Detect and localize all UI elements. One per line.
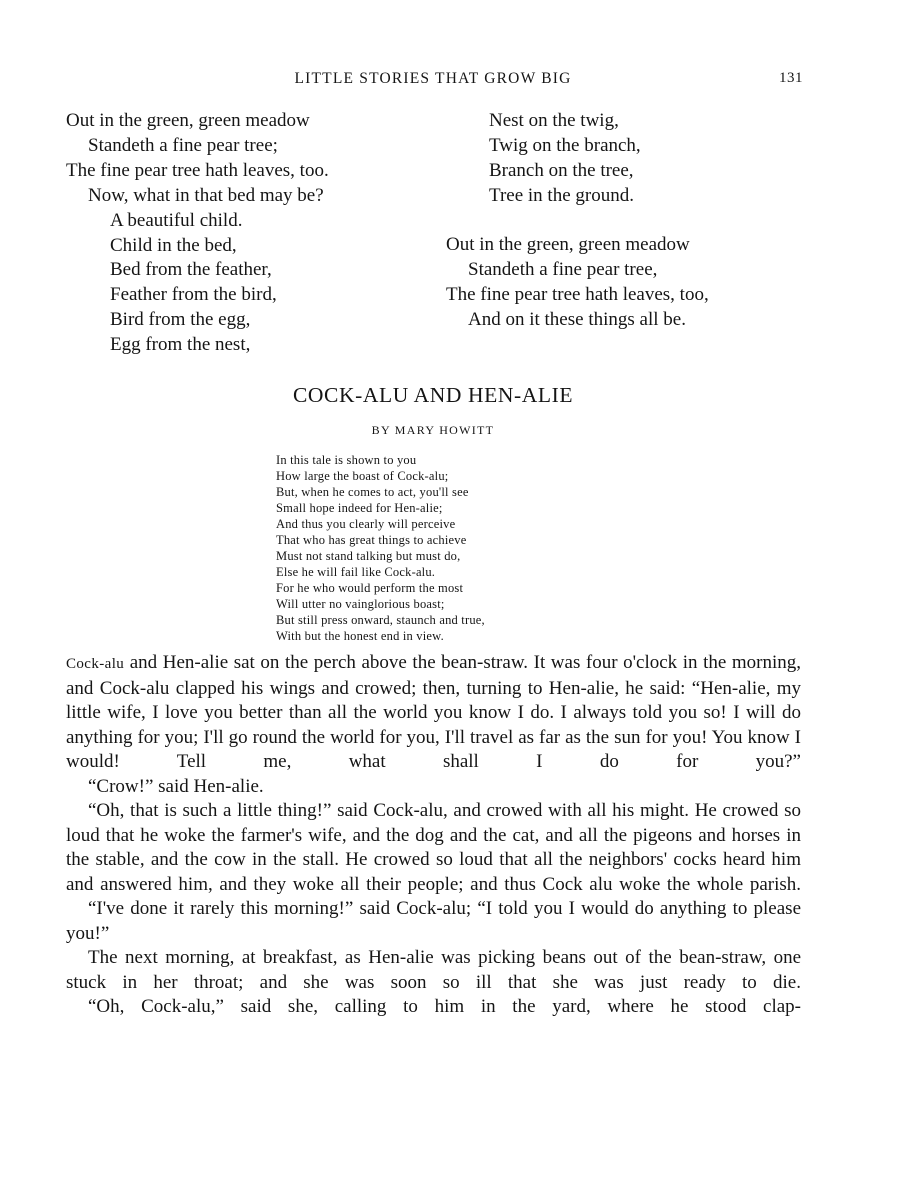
poem-line: Now, what in that bed may be? bbox=[88, 184, 324, 206]
poem-line: And on it these things all be. bbox=[468, 308, 686, 330]
poem-line: Child in the bed, bbox=[110, 234, 237, 256]
epigraph bbox=[276, 452, 485, 644]
running-head: LITTLE STORIES THAT GROW BIG bbox=[294, 70, 572, 87]
paragraph: “Oh, Cock-alu,” said she, calling to him in the yard, where he stood clap- bbox=[88, 996, 801, 1017]
poem-left-column bbox=[66, 109, 329, 358]
story-body bbox=[66, 651, 801, 1020]
epigraph-line: That who has great things to achieve bbox=[276, 533, 467, 547]
paragraph: Cock-alu and Hen-alie sat on the perch above the bean-straw. It was four o'clock in the morning, and Cock-alu clapped his wings and crowed; then, turning to Hen-alie, he said: “Hen-alie, my little wife, I love you better than all the world you know I do. I always told you so! I will do anything for you; I'll go round the world for you, I'll travel as far as the sun for you! You know I would! Tell me, what shall I do for you?” bbox=[66, 652, 801, 772]
poem-right-column-stanza-1 bbox=[489, 109, 641, 209]
poem-line: Branch on the tree, bbox=[489, 159, 634, 181]
poem-line: The fine pear tree hath leaves, too. bbox=[66, 159, 329, 181]
poem-line: Bed from the feather, bbox=[110, 259, 272, 281]
paragraph: “I've done it rarely this morning!” said Cock-alu; “I told you I would do anything to please you!” bbox=[66, 898, 801, 944]
epigraph-line: Else he will fail like Cock-alu. bbox=[276, 565, 436, 579]
poem-line: Out in the green, green meadow bbox=[446, 234, 690, 255]
epigraph-line: Small hope indeed for Hen-alie; bbox=[276, 501, 443, 515]
epigraph-line: How large the boast of Cock-alu; bbox=[276, 469, 449, 483]
epigraph-line: But still press onward, staunch and true, bbox=[276, 613, 485, 627]
poem-line: Feather from the bird, bbox=[110, 284, 277, 306]
poem-line: Tree in the ground. bbox=[489, 184, 634, 206]
opening-small-caps: Cock-alu bbox=[66, 656, 125, 672]
epigraph-line: Will utter no vainglorious boast; bbox=[276, 597, 445, 611]
paragraph: The next morning, at breakfast, as Hen-alie was picking beans out of the bean-straw, one stuck in her throat; and she was soon so ill that she was just ready to die. bbox=[66, 947, 801, 993]
poem-line: Standeth a fine pear tree, bbox=[468, 258, 658, 280]
epigraph-line: And thus you clearly will perceive bbox=[276, 517, 456, 531]
poem-line: Bird from the egg, bbox=[110, 309, 251, 331]
poem-line: Nest on the twig, bbox=[489, 110, 619, 131]
poem-line: The fine pear tree hath leaves, too, bbox=[446, 283, 709, 305]
epigraph-line: With but the honest end in view. bbox=[276, 629, 444, 643]
story-title: COCK-ALU AND HEN-ALIE bbox=[292, 383, 574, 407]
story-byline: BY MARY HOWITT bbox=[371, 423, 495, 437]
poem-line: Egg from the nest, bbox=[110, 334, 251, 356]
epigraph-line: But, when he comes to act, you'll see bbox=[276, 485, 469, 499]
paragraph: “Oh, that is such a little thing!” said Cock-alu, and crowed with all his might. He crowed so loud that he woke the farmer's wife, and the dog and the cat, and all the pigeons and horses in the stable, and the cow in the stall. He crowed so loud that all the neighbors' cocks heard him and answered him, and they woke all their people; and thus Cock alu woke the whole parish. bbox=[66, 800, 801, 895]
epigraph-line: Must not stand talking but must do, bbox=[276, 549, 461, 563]
epigraph-line: For he who would perform the most bbox=[276, 581, 464, 595]
paragraph: “Crow!” said Hen-alie. bbox=[88, 775, 264, 797]
poem-line: Standeth a fine pear tree; bbox=[88, 134, 278, 156]
poem-line: Out in the green, green meadow bbox=[66, 110, 310, 131]
epigraph-line: In this tale is shown to you bbox=[276, 453, 417, 467]
poem-right-column-stanza-2 bbox=[446, 233, 709, 333]
page-number: 131 bbox=[779, 70, 803, 86]
poem-line: Twig on the branch, bbox=[489, 134, 641, 156]
poem-line: A beautiful child. bbox=[110, 209, 243, 231]
